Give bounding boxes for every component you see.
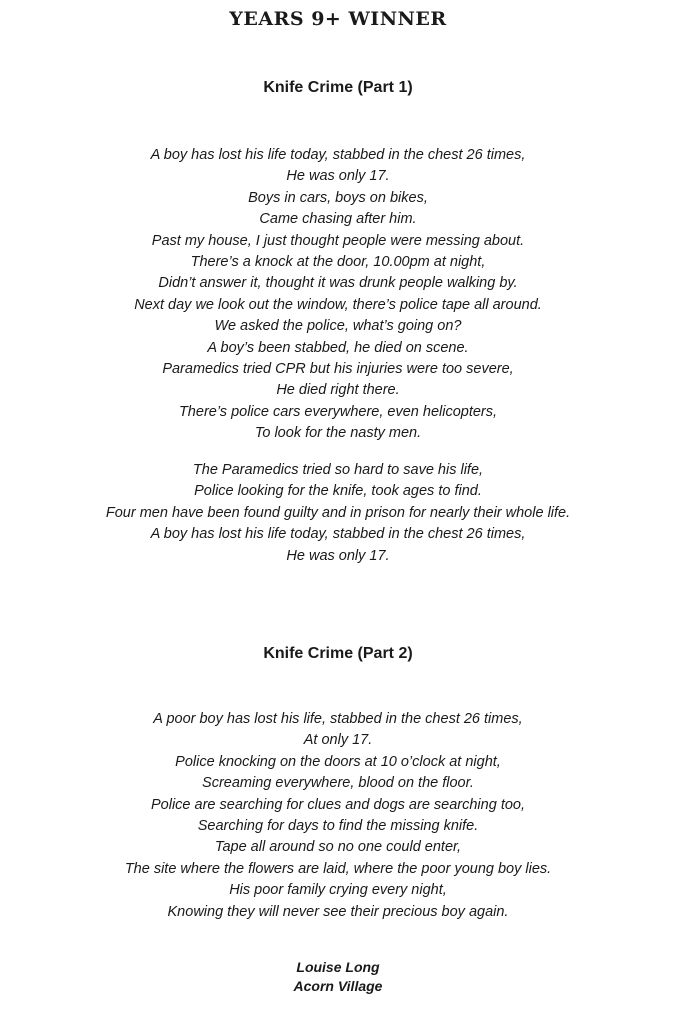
poem-line: Screaming everywhere, blood on the floor.	[202, 775, 474, 792]
poem-line: His poor family crying every night,	[229, 882, 447, 899]
poem-line: Boys in cars, boys on bikes,	[248, 189, 428, 206]
poem-line: He died right there.	[276, 382, 400, 399]
poem-line: Past my house, I just thought people were messing about.	[151, 232, 525, 249]
poem-1-stanza-2	[0, 460, 676, 567]
poem-line: The site where the flowers are laid, where the poor young boy lies.	[124, 860, 552, 877]
poem-line: Police are searching for clues and dogs are searching too,	[151, 796, 525, 813]
author-location: Acorn Village	[293, 978, 383, 994]
poem-line: He was only 17.	[286, 547, 390, 564]
poem-line: A poor boy has lost his life, stabbed in the chest 26 times,	[153, 711, 523, 727]
author-name: Louise Long	[296, 959, 380, 975]
poem-line: He was only 17.	[286, 168, 390, 185]
poem-line: Searching for days to find the missing knife.	[197, 818, 479, 835]
author-signature	[0, 958, 676, 996]
poem-line: Police looking for the knife, took ages to find.	[194, 483, 482, 500]
poem-line: Four men have been found guilty and in prison for nearly their whole life.	[105, 504, 571, 521]
poem-line: A boy has lost his life today, stabbed in the chest 26 times,	[150, 526, 526, 543]
poem-line: There’s police cars everywhere, even helicopters,	[178, 403, 498, 420]
poem-line: To look for the nasty men.	[254, 425, 422, 442]
poem-line: Tape all around so no one could enter,	[214, 839, 462, 856]
poem-line: The Paramedics tried so hard to save his life,	[192, 462, 484, 478]
poem-line: A boy has lost his life today, stabbed in the chest 26 times,	[150, 147, 526, 163]
poem-line: Didn’t answer it, thought it was drunk people walking by.	[158, 275, 518, 292]
poem-2-stanza-1	[0, 709, 676, 923]
poem-line: Came chasing after him.	[259, 211, 417, 228]
poem-line: Knowing they will never see their precious boy again.	[167, 903, 509, 920]
poem-line: We asked the police, what’s going on?	[214, 318, 462, 335]
poem-line: A boy’s been stabbed, he died on scene.	[207, 339, 469, 356]
poem-line: Paramedics tried CPR but his injuries were too severe,	[162, 361, 514, 378]
poem-2-title: Knife Crime (Part 2)	[263, 645, 413, 662]
poem-1-stanza-1	[0, 145, 676, 445]
award-heading: YEARS 9+ WINNER	[229, 8, 447, 30]
poem-line: At only 17.	[303, 732, 373, 749]
poem-line: Police knocking on the doors at 10 o’clock at night,	[175, 753, 501, 770]
poem-1-title: Knife Crime (Part 1)	[263, 79, 413, 96]
poem-line: There’s a knock at the door, 10.00pm at night,	[190, 254, 486, 271]
poem-line: Next day we look out the window, there’s police tape all around.	[134, 296, 542, 313]
